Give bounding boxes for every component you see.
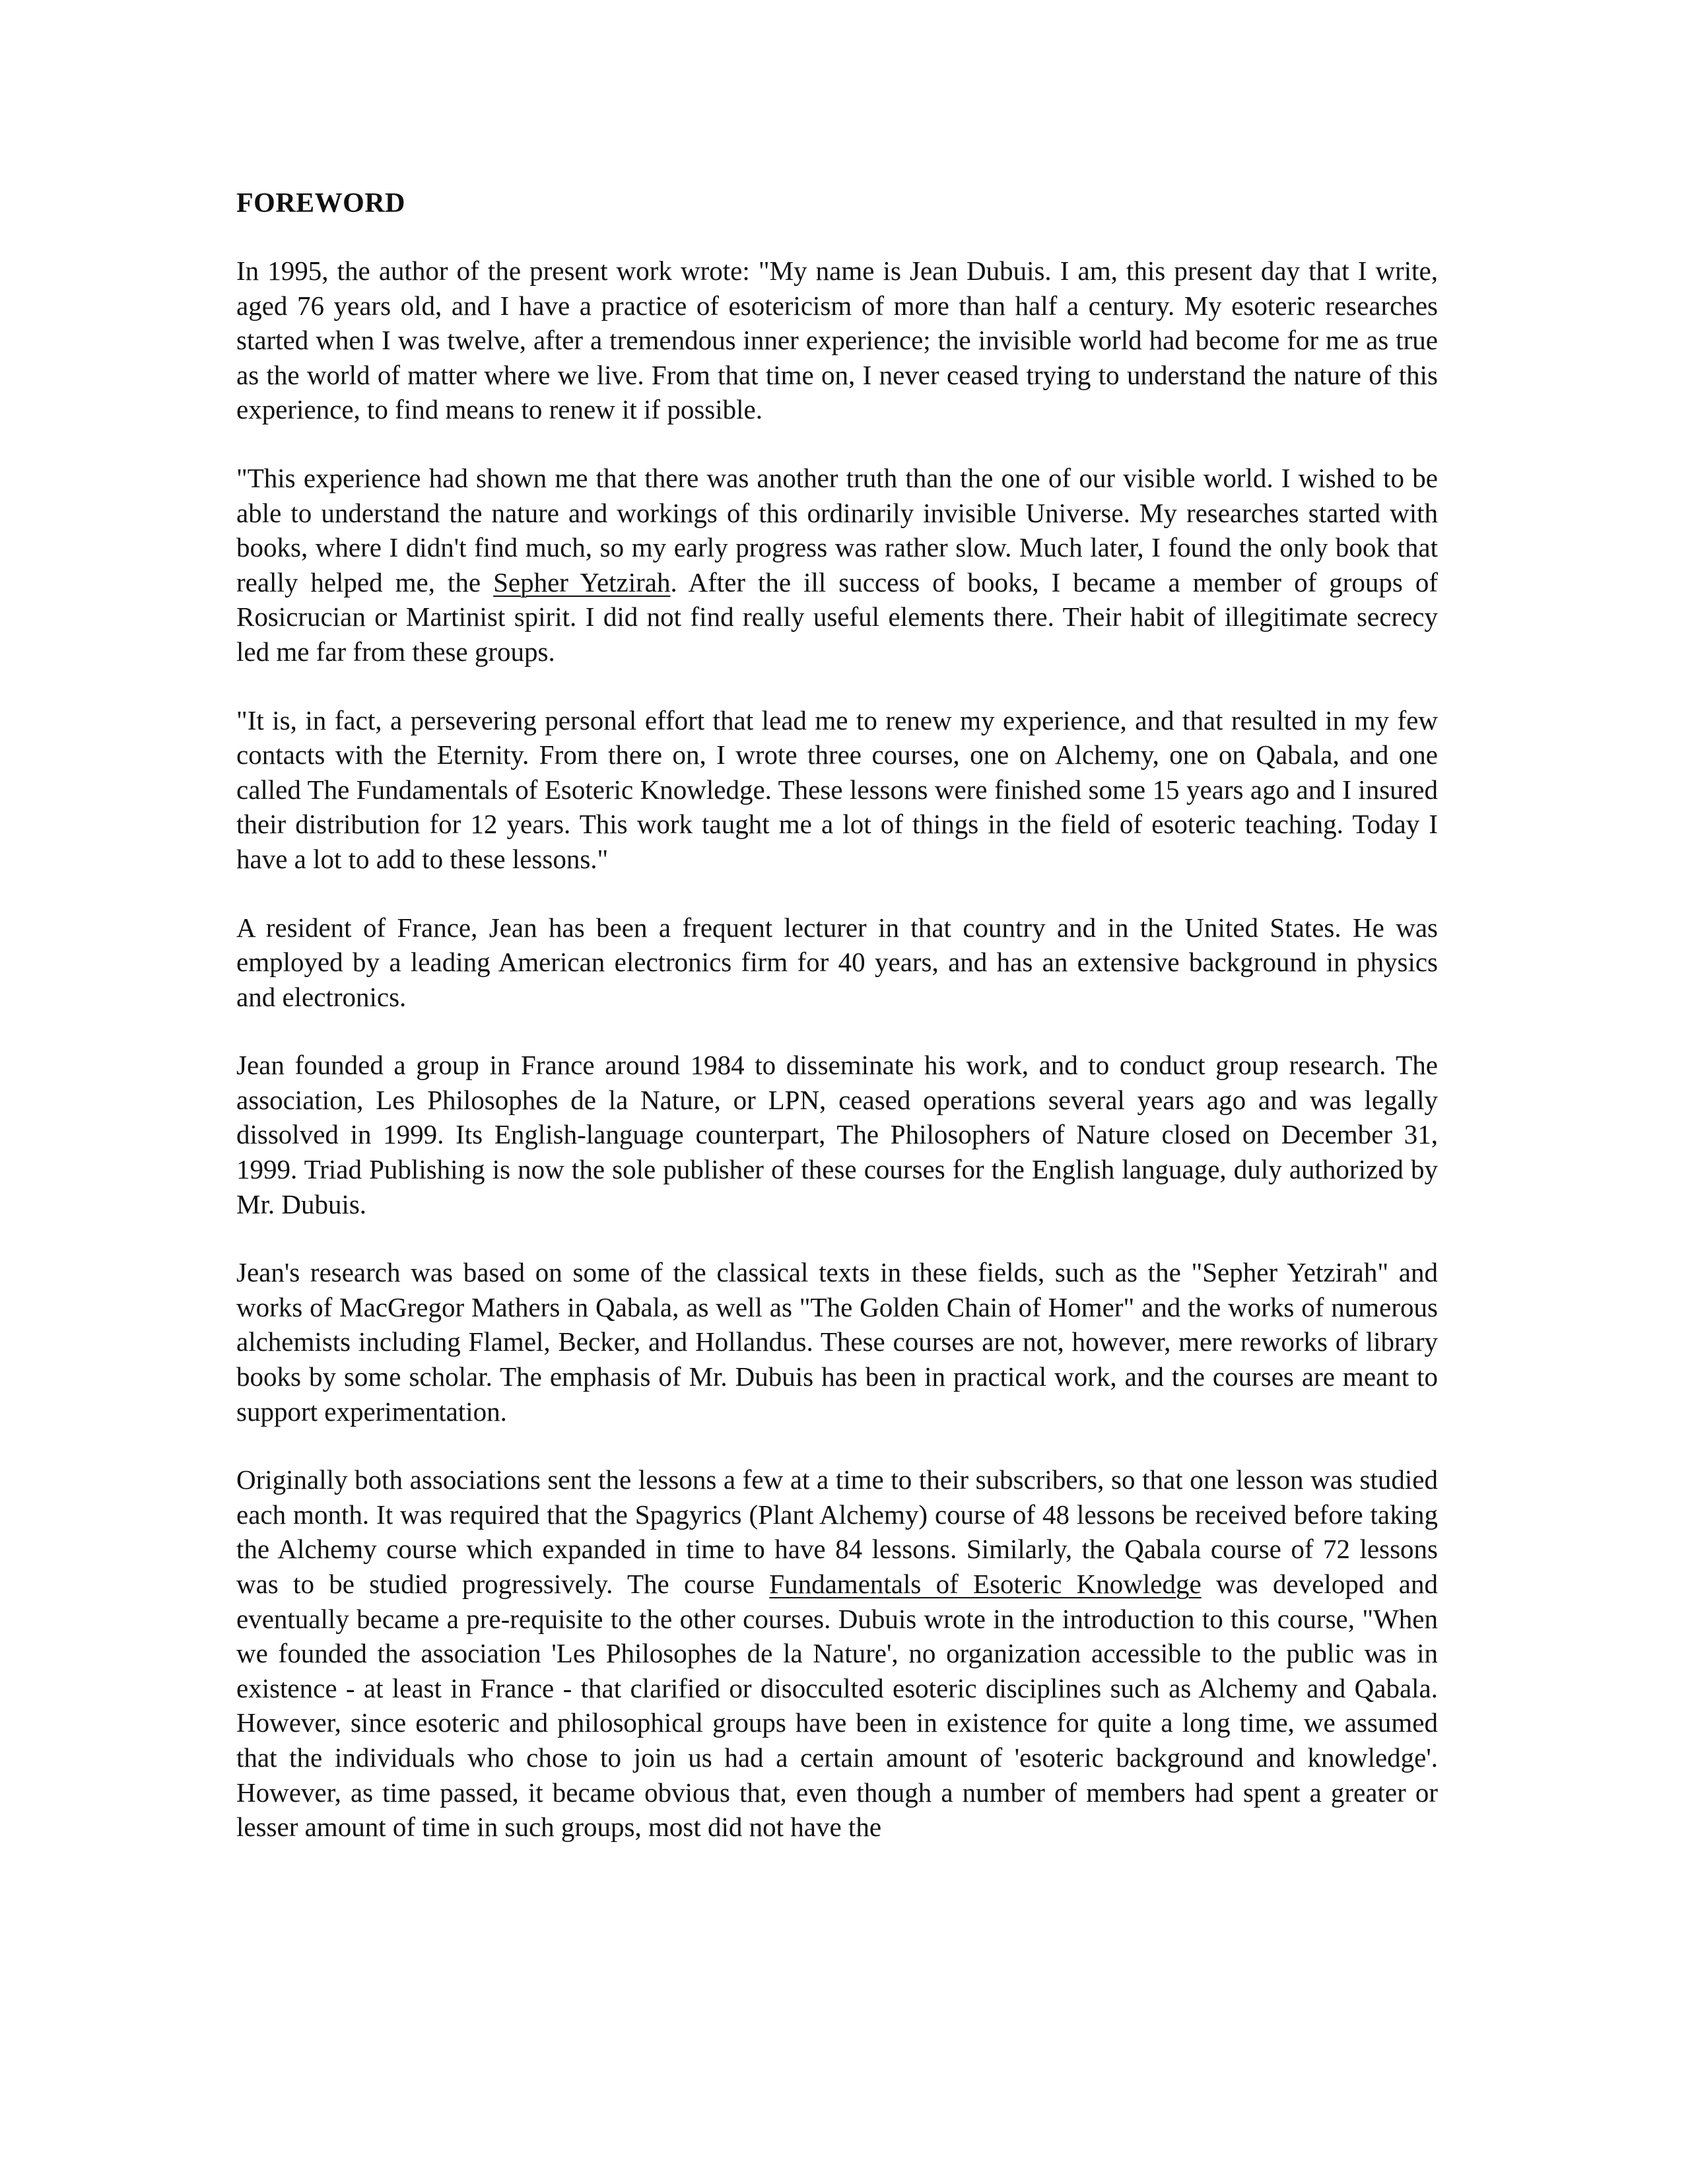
paragraph-5: Jean founded a group in France around 1984 to disseminate his work, and to conduct group research. The association, Les Philosophes de la Nature, or LPN, ceased operations several years ago and was legally dissolved in 1999. Its English-language counterpart, The Philosophers of Nature closed on December 31, 1999. Triad Publishing is now the sole publisher of these courses for the English language, duly authorized by Mr. Dubuis. [236,1050,1438,1219]
paragraph-1: In 1995, the author of the present work wrote: "My name is Jean Dubuis. I am, this present day that I write, aged 76 years old, and I have a practice of esotericism of more than half a century. My esoteric researches started when I was twelve, after a tremendous inner experience; the invisible world had become for me as true as the world of matter where we live. From that time on, I never ceased trying to understand the nature of this experience, to find means to renew it if possible. [236,256,1438,425]
paragraph-7 [236,1462,1438,1845]
page-title: FOREWORD [236,188,405,219]
paragraph-6: Jean's research was based on some of the classical texts in these fields, such as the "Sepher Yetzirah" and works of MacGregor Mathers in Qabala, as well as "The Golden Chain of Homer" and the works of numerous alchemists including Flamel, Becker, and Hollandus. These courses are not, however, mere reworks of library books by some scholar. The emphasis of Mr. Dubuis has been in practical work, and the courses are meant to support experimentation. [236,1257,1438,1427]
paragraph-4: A resident of France, Jean has been a frequent lecturer in that country and in the United States. He was employed by a leading American electronics firm for 40 years, and has an extensive background in physics and electronics. [236,912,1438,1012]
paragraph-2-text-end: . After the ill success of books, I became a member of groups of Rosicrucian or Martinist spirit. I did not find really useful elements there. Their habit of illegitimate secrecy led me far from these groups. [236,566,1439,667]
paragraph-3: "It is, in fact, a persevering personal effort that lead me to renew my experience, and that resulted in my few contacts with the Eternity. From there on, I wrote three courses, one on Alchemy, one on Qabala, and one called The Fundamentals of Esoteric Knowledge. These lessons were finished some 15 years ago and I insured their distribution for 12 years. This work taught me a lot of things in the field of esoteric teaching. Today I have a lot to add to these lessons." [236,704,1438,874]
paragraph-7-text-end: was developed and eventually became a pre-requisite to the other courses. Dubuis wrote in the introduction to this course, "When we founded the association 'Les Philosophes de la Nature', no organization accessible to the public was in existence - at least in France - that clarified or disocculted esoteric disciplines such as Alchemy and Qabala. However, since esoteric and philosophical groups have been in existence for quite a long time, we assumed that the individuals who chose to join us had a certain amount of 'esoteric background and knowledge'. However, as time passed, it became obvious that, even though a number of members had spent a greater or lesser amount of time in such groups, most did not have the [236,1569,1438,1843]
paragraph-2 [236,461,1438,669]
book-title-sepher-yetzirah: Sepher Yetzirah [493,566,671,597]
paragraph-7-text-start: Originally both associations sent the lessons a few at a time to their subscribers, so that one lesson was studied each month. It was required that the Spagyrics (Plant Alchemy) course of 48 lessons be received before taking the Alchemy course which expanded in time to have 84 lessons. Similarly, the Qabala course of 72 lessons was to be studied progressively. The course [236,1464,1438,1599]
page-content [236,185,1438,1878]
course-title-fundamentals: Fundamentals of Esoteric Knowledge [769,1569,1202,1599]
paragraph-2-text-start: "This experience had shown me that there was another truth than the one of our visible world. I wished to be able to understand the nature and workings of this ordinarily invisible Universe. My researches started with books, where I didn't find much, so my early progress was rather slow. Much later, I found the only book that really helped me, the [236,462,1438,597]
